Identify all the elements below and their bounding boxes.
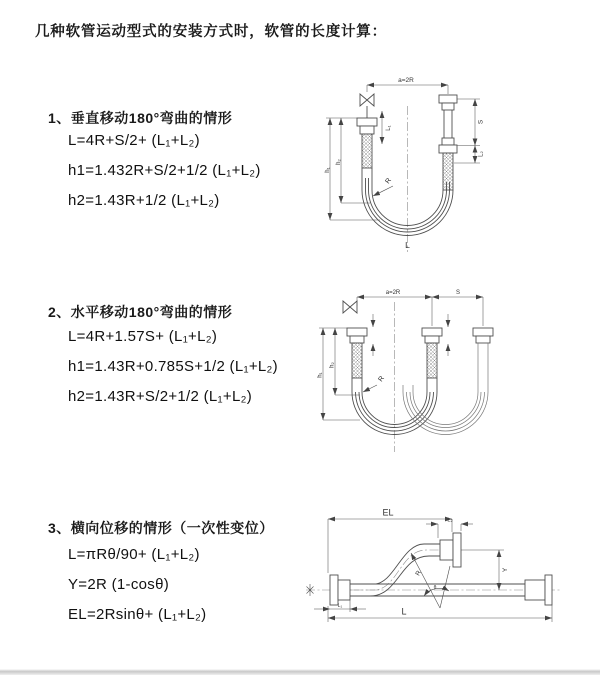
dimension-lines <box>314 519 552 622</box>
formula-line: Y=2R (1-cosθ) <box>68 576 170 593</box>
section-3-heading: 3、横向位移的情形（一次性变位） <box>48 520 274 536</box>
page-title: 几种软管运动型式的安装方式时，软管的长度计算： <box>35 24 387 40</box>
section-3-formulas <box>68 540 206 630</box>
page-bottom-edge <box>0 669 600 675</box>
d3-label-el: EL <box>382 507 394 518</box>
d2-label-a2r: a=2R <box>385 290 401 296</box>
diagram-horizontal-180 <box>305 280 600 465</box>
d3-label-y: Y <box>502 567 509 573</box>
d1-label-h2: h₂ <box>336 159 342 165</box>
d1-label-a2r: a=2R <box>398 77 414 84</box>
diagram-lateral-displacement <box>300 500 600 650</box>
d2-label-h1: h₁ <box>317 372 324 378</box>
d3-label-theta: θ <box>433 585 437 591</box>
formula-line: L=πRθ/90+ (L₁+L₂) <box>68 546 200 563</box>
formula-line: L=4R+1.57S+ (L₁+L₂) <box>68 328 218 345</box>
d3-label-l2: L₂ <box>447 517 453 524</box>
hose-assembly <box>307 533 553 608</box>
d2-label-s: S <box>455 290 461 296</box>
valve-icon <box>360 94 374 106</box>
d3-label-l1: L₁ <box>337 603 343 609</box>
hose-assembly <box>357 94 457 236</box>
section-1-heading: 1、垂直移动180°弯曲的情形 <box>48 110 233 126</box>
formula-line: L=4R+S/2+ (L₁+L₂) <box>68 132 200 149</box>
d3-label-l: L <box>401 606 407 617</box>
formula-line: h2=1.43R+1/2 (L₁+L₂) <box>68 192 220 209</box>
diagram-vertical-180 <box>310 70 600 260</box>
valve-icon <box>343 301 357 313</box>
formula-line: h1=1.43R+0.785S+1/2 (L₁+L₂) <box>68 358 278 375</box>
d3-label-r: R <box>414 569 423 578</box>
dimension-lines <box>319 297 483 420</box>
d1-label-s: S <box>477 119 485 125</box>
formula-line: h1=1.432R+S/2+1/2 (L₁+L₂) <box>68 162 261 179</box>
d1-label-l1: L₁ <box>386 125 392 131</box>
d1-label-r: R <box>384 177 394 186</box>
d1-label-l: L <box>405 240 410 250</box>
formula-line: h2=1.43R+S/2+1/2 (L₁+L₂) <box>68 388 253 405</box>
section-2-formulas <box>68 322 278 412</box>
d2-label-h2: h₂ <box>329 362 336 368</box>
d1-label-l2: L₂ <box>478 151 485 157</box>
section-2-heading: 2、水平移动180°弯曲的情形 <box>48 304 233 320</box>
d2-label-r: R <box>377 375 387 384</box>
section-1-formulas <box>68 126 261 216</box>
formula-line: EL=2Rsinθ+ (L₁+L₂) <box>68 606 207 623</box>
d1-label-h1: h₁ <box>325 167 331 173</box>
